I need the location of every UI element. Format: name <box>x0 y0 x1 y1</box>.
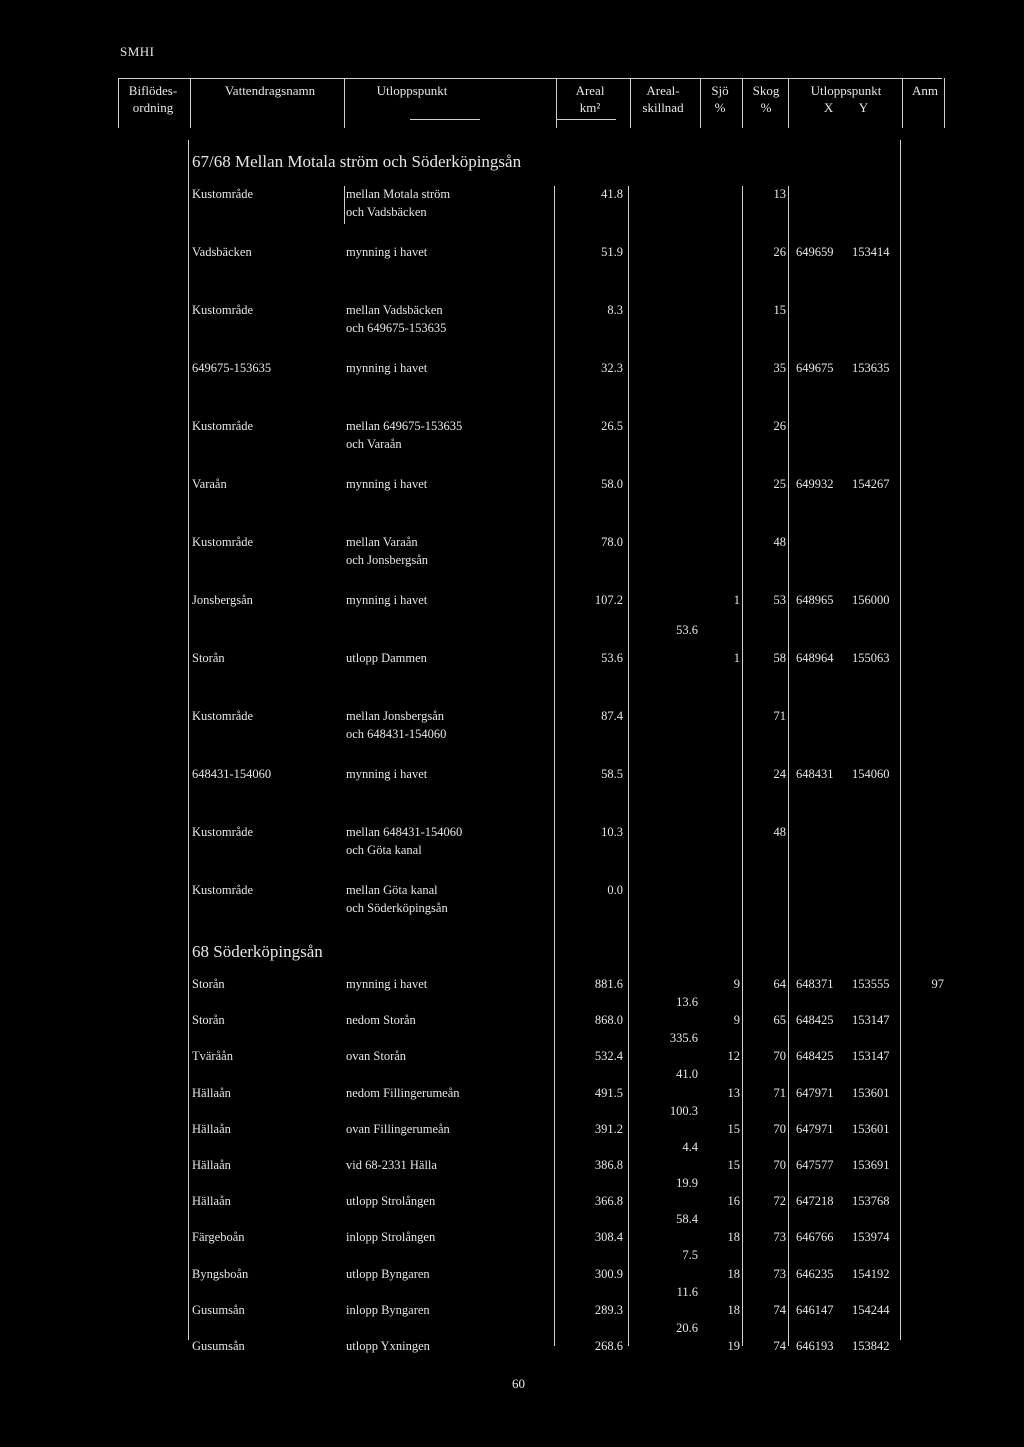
row-coord-x: 647218 <box>796 1194 834 1209</box>
header-divider <box>742 78 743 128</box>
row-lake: 1 <box>733 593 740 607</box>
row-coord-y: 153601 <box>852 1085 890 1100</box>
row-coord-y: 153691 <box>852 1158 890 1172</box>
row-coord-x: 649659 <box>796 245 834 259</box>
row-outlet: ovan Storån <box>346 1049 407 1064</box>
column-divider-name <box>188 140 189 1340</box>
row-area: 41.8 <box>601 187 623 201</box>
row-area: 268.6 <box>594 1339 623 1353</box>
header-coord-y: Y <box>858 100 869 115</box>
row-area: 26.5 <box>601 419 623 433</box>
row-name: Tväråån <box>192 1049 233 1064</box>
row-name: 649675-153635 <box>192 361 272 375</box>
row-forest: 26 <box>773 419 786 433</box>
row-coord-x: 647971 <box>796 1085 834 1100</box>
row-coord-x: 649675 <box>796 361 834 375</box>
header-order <box>122 82 184 116</box>
row-forest: 15 <box>773 303 786 317</box>
area-difference: 20.6 <box>676 1320 698 1335</box>
row-outlet: mellan Motala ström <box>346 187 451 201</box>
row-outlet: vid 68-2331 Hälla <box>346 1158 437 1172</box>
row-coord-y: 153974 <box>852 1230 890 1245</box>
header-diff <box>628 82 698 116</box>
row-lake: 15 <box>727 1121 740 1136</box>
row-area: 58.5 <box>601 767 623 781</box>
row-outlet-line2: och 648431-154060 <box>346 727 447 741</box>
row-lake: 19 <box>727 1339 740 1353</box>
row-coord-y: 153842 <box>852 1339 890 1353</box>
row-forest: 71 <box>773 1085 786 1100</box>
row-lake: 16 <box>727 1194 740 1209</box>
row-coord-y: 154267 <box>852 477 890 491</box>
row-forest: 26 <box>773 245 786 259</box>
header-divider <box>190 78 191 128</box>
row-name: Storån <box>192 977 225 991</box>
row-coord-x: 647971 <box>796 1121 834 1136</box>
row-forest: 24 <box>773 767 786 781</box>
row-area: 87.4 <box>601 709 623 723</box>
header-underline <box>410 119 480 120</box>
row-coord-y: 153601 <box>852 1121 890 1136</box>
row-area: 532.4 <box>594 1049 623 1064</box>
row-outlet: mynning i havet <box>346 977 428 991</box>
row-outlet: mellan Jonsbergsån <box>346 709 445 723</box>
header-lake <box>702 82 738 116</box>
row-outlet: mynning i havet <box>346 361 428 375</box>
header-divider <box>344 78 345 128</box>
row-name: Färgeboån <box>192 1230 245 1245</box>
row-name: Varaån <box>192 477 227 491</box>
header-area <box>560 82 620 116</box>
area-difference: 58.4 <box>676 1212 698 1227</box>
area-difference: 13.6 <box>676 995 698 1009</box>
row-coord-x: 648425 <box>796 1013 834 1028</box>
header-forest-line2: % <box>760 100 772 115</box>
row-area: 107.2 <box>594 593 623 607</box>
row-forest: 65 <box>773 1013 786 1028</box>
row-name: Vadsbäcken <box>192 245 252 259</box>
row-name: Jonsbergsån <box>192 593 253 607</box>
row-forest: 35 <box>773 361 786 375</box>
row-coord-x: 648965 <box>796 593 834 607</box>
row-coord-x: 646193 <box>796 1339 834 1353</box>
row-coord-y: 153768 <box>852 1194 890 1209</box>
header-divider <box>630 78 631 128</box>
header-divider <box>788 78 789 128</box>
row-outlet: ovan Fillingerumeån <box>346 1121 450 1136</box>
row-coord-y: 156000 <box>852 593 890 607</box>
area-difference: 100.3 <box>669 1103 698 1118</box>
area-difference: 335.6 <box>669 1031 698 1046</box>
row-name: Kustområde <box>192 303 254 317</box>
row-outlet: inlopp Byngaren <box>346 1302 430 1317</box>
row-coord-x: 648371 <box>796 977 834 991</box>
page-number: 60 <box>512 1376 525 1391</box>
row-outlet-line2: och Jonsbergsån <box>346 553 429 567</box>
row-lake: 12 <box>727 1049 740 1064</box>
row-coord-x: 649932 <box>796 477 834 491</box>
row-name: Hällaån <box>192 1194 231 1209</box>
row-forest: 73 <box>773 1230 786 1245</box>
row-forest: 74 <box>773 1302 786 1317</box>
row-name: Kustområde <box>192 825 254 839</box>
row-outlet: utlopp Strolången <box>346 1194 436 1209</box>
row-outlet: mellan Varaån <box>346 535 418 549</box>
row-outlet: inlopp Strolången <box>346 1230 436 1245</box>
row-outlet: mynning i havet <box>346 477 428 491</box>
column-divider-area-right <box>628 186 629 1346</box>
row-area: 881.6 <box>594 977 623 991</box>
row-coord-y: 153147 <box>852 1013 890 1028</box>
row-coord-y: 155063 <box>852 651 890 665</box>
row-lake: 18 <box>727 1266 740 1281</box>
row-outlet: mellan 648431-154060 <box>346 825 463 839</box>
header-divider <box>944 78 945 128</box>
area-difference: 41.0 <box>676 1067 698 1082</box>
header-divider <box>700 78 701 128</box>
row-forest: 71 <box>773 709 786 723</box>
row-area: 386.8 <box>594 1158 623 1172</box>
organization-label: SMHI <box>120 44 155 59</box>
row-area: 300.9 <box>594 1266 623 1281</box>
row-outlet: mynning i havet <box>346 593 428 607</box>
header-divider <box>556 78 557 128</box>
row-name: Gusumsån <box>192 1339 245 1353</box>
row-outlet: utlopp Dammen <box>346 651 427 665</box>
area-difference: 53.6 <box>676 623 698 637</box>
row-lake: 9 <box>733 1013 740 1028</box>
row-area: 308.4 <box>594 1230 623 1245</box>
row-coord-x: 648964 <box>796 651 834 665</box>
header-note: Anm <box>912 83 938 98</box>
row-lake: 13 <box>727 1085 740 1100</box>
row-coord-x: 646766 <box>796 1230 834 1245</box>
row-outlet: mellan Vadsbäcken <box>346 303 443 317</box>
row-area: 8.3 <box>607 303 623 317</box>
row-outlet-line2: och 649675-153635 <box>346 321 447 335</box>
section-title: 67/68 Mellan Motala ström och Söderköpingsån <box>192 152 522 171</box>
row-forest: 25 <box>773 477 786 491</box>
row-name: Kustområde <box>192 187 254 201</box>
header-divider <box>118 78 119 128</box>
row-forest: 70 <box>773 1121 786 1136</box>
row-forest: 48 <box>773 535 786 549</box>
row-forest: 74 <box>773 1339 786 1353</box>
header-divider <box>902 78 903 128</box>
row-name: Gusumsån <box>192 1302 245 1317</box>
row-outlet: mynning i havet <box>346 245 428 259</box>
row-name: 648431-154060 <box>192 767 272 781</box>
row-coord-x: 647577 <box>796 1158 834 1172</box>
row-area: 78.0 <box>601 535 623 549</box>
column-divider-coords <box>900 140 901 1340</box>
row-coord-y: 154192 <box>852 1266 890 1281</box>
header-lake-line1: Sjö <box>711 83 729 98</box>
header-diff-line2: skillnad <box>642 100 684 115</box>
row-area: 868.0 <box>594 1013 623 1028</box>
row-name: Kustområde <box>192 883 254 897</box>
row-area: 391.2 <box>594 1121 623 1136</box>
row-area: 53.6 <box>601 651 623 665</box>
row-name: Hällaån <box>192 1158 231 1172</box>
row-area: 10.3 <box>601 825 623 839</box>
header-forest-line1: Skog <box>752 83 780 98</box>
row-outlet: nedom Storån <box>346 1013 416 1028</box>
header-underline <box>556 119 616 120</box>
row-outlet: utlopp Yxningen <box>346 1339 430 1353</box>
row-coord-y: 153635 <box>852 361 890 375</box>
header-area-line2: km² <box>579 100 601 115</box>
header-outlet: Utloppspunkt <box>376 83 448 98</box>
row-area: 289.3 <box>594 1302 623 1317</box>
row-forest: 58 <box>773 651 786 665</box>
header-order-line2: ordning <box>132 100 174 115</box>
row-forest: 73 <box>773 1266 786 1281</box>
row-outlet-line2: och Vadsbäcken <box>346 205 427 219</box>
row-area: 0.0 <box>607 883 623 897</box>
row-lake: 18 <box>727 1302 740 1317</box>
row-coord-x: 646147 <box>796 1302 834 1317</box>
header-coords <box>794 82 898 116</box>
row-coord-y: 154244 <box>852 1302 890 1317</box>
row-area: 51.9 <box>601 245 623 259</box>
row-name: Byngsboån <box>192 1266 249 1281</box>
header-coords-title: Utloppspunkt <box>810 83 882 98</box>
row-area: 58.0 <box>601 477 623 491</box>
section-title: 68 Söderköpingsån <box>192 942 323 961</box>
row-coord-x: 648425 <box>796 1049 834 1064</box>
row-forest: 13 <box>773 187 786 201</box>
row-note: 97 <box>931 977 944 991</box>
row-forest: 64 <box>773 977 786 991</box>
row-coord-x: 648431 <box>796 767 834 781</box>
row-coord-y: 153414 <box>852 245 890 259</box>
column-divider-forest <box>788 186 789 1346</box>
row-forest: 53 <box>773 593 786 607</box>
area-difference: 7.5 <box>682 1248 698 1263</box>
header-coords-xy <box>794 99 898 116</box>
row-forest: 70 <box>773 1049 786 1064</box>
header-coord-x: X <box>823 100 834 115</box>
row-outlet: mellan Göta kanal <box>346 883 438 897</box>
row-name: Storån <box>192 1013 225 1028</box>
row-name: Kustområde <box>192 419 254 433</box>
area-difference: 4.4 <box>682 1139 698 1154</box>
row-outlet: nedom Fillingerumeån <box>346 1085 460 1100</box>
row-name: Kustområde <box>192 709 254 723</box>
row-name: Storån <box>192 651 225 665</box>
row-name: Hällaån <box>192 1085 231 1100</box>
row-lake: 9 <box>733 977 740 991</box>
header-area-line1: Areal <box>575 83 605 98</box>
header-name: Vattendragsnamn <box>224 83 316 98</box>
column-divider-lake <box>742 186 743 1346</box>
header-top-rule <box>118 78 942 79</box>
column-divider-area <box>554 186 555 1346</box>
row-forest: 48 <box>773 825 786 839</box>
row-name: Kustområde <box>192 535 254 549</box>
row-outlet-line2: och Varaån <box>346 437 402 451</box>
row-coord-y: 153147 <box>852 1049 890 1064</box>
row-outlet: mellan 649675-153635 <box>346 419 463 433</box>
row-area: 366.8 <box>594 1194 623 1209</box>
header-diff-line1: Areal- <box>646 83 680 98</box>
row-lake: 15 <box>727 1158 740 1172</box>
row-outlet-line2: och Söderköpingsån <box>346 901 448 915</box>
row-coord-y: 154060 <box>852 767 890 781</box>
area-difference: 19.9 <box>676 1176 698 1190</box>
row-area: 491.5 <box>594 1085 623 1100</box>
row-outlet: utlopp Byngaren <box>346 1266 430 1281</box>
row-lake: 18 <box>727 1230 740 1245</box>
row-lake: 1 <box>733 651 740 665</box>
row-outlet-line2: och Göta kanal <box>346 843 422 857</box>
area-difference: 11.6 <box>676 1284 698 1299</box>
row-forest: 70 <box>773 1158 786 1172</box>
header-forest <box>746 82 786 116</box>
row-coord-y: 153555 <box>852 977 890 991</box>
header-lake-line2: % <box>714 100 726 115</box>
row-area: 32.3 <box>601 361 623 375</box>
row-coord-x: 646235 <box>796 1266 834 1281</box>
row-name: Hällaån <box>192 1121 231 1136</box>
row-outlet: mynning i havet <box>346 767 428 781</box>
column-divider-outlet <box>344 186 345 224</box>
header-order-line1: Biflödes- <box>128 83 178 98</box>
row-forest: 72 <box>773 1194 786 1209</box>
